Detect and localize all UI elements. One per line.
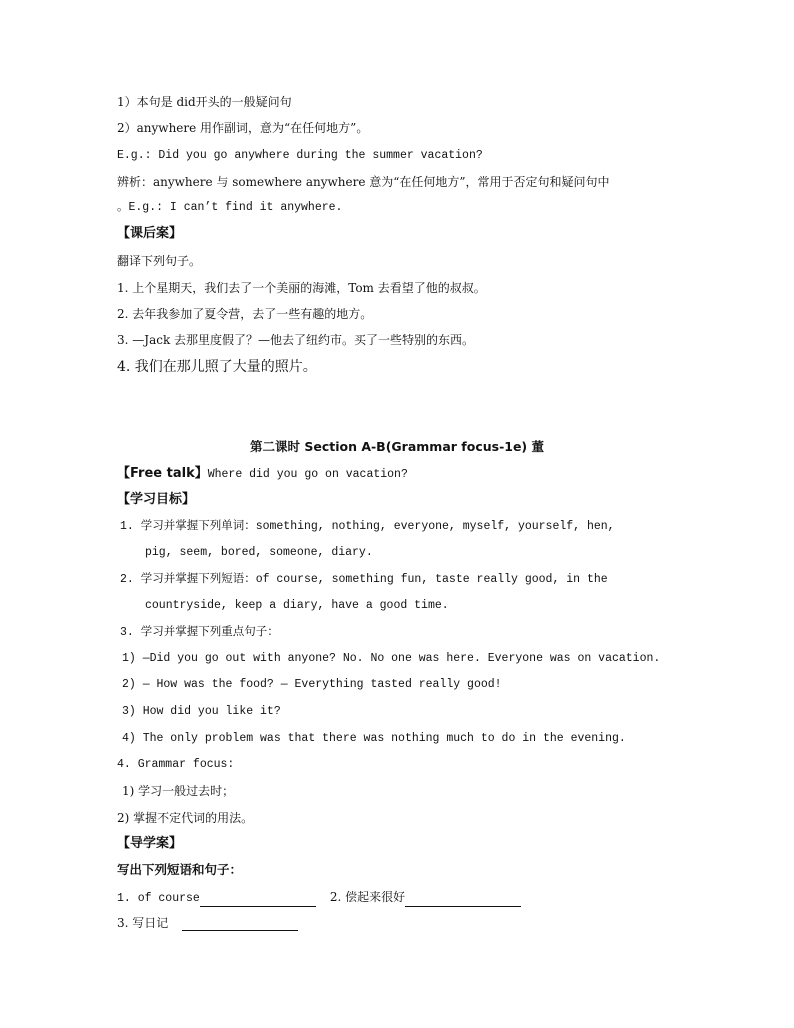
exercise-2-label: 2. 偿起来很好 xyxy=(329,890,406,904)
goal-1: 1. 学习并掌握下列单词：something, nothing, everyone, myself, yourself, hen, xyxy=(120,520,615,533)
goal-3: 3. 学习并掌握下列重点句子： xyxy=(120,626,279,639)
example-1: E.g.: Did you go anywhere during the summer vacation? xyxy=(117,149,483,162)
grammar-focus-2: 2) 掌握不定代词的用法。 xyxy=(117,811,254,825)
free-talk-text: Where did you go on vacation? xyxy=(207,468,408,481)
lesson-title: 第二课时 Section A-B(Grammar focus-1e) 董 xyxy=(249,439,544,454)
note-2: 2）anywhere 用作副词，意为“在任何地方”。 xyxy=(117,121,369,135)
goals-heading: 【学习目标】 xyxy=(117,492,196,507)
exercise-1-label: 1. of course xyxy=(117,892,200,905)
key-sentence: 1) —Did you go out with anyone? No. No one was here. Everyone was on vacation. xyxy=(122,652,661,665)
daoxue-heading: 【导学案】 xyxy=(117,836,183,851)
kehou-item: 2. 去年我参加了夏令营，去了一些有趣的地方。 xyxy=(117,307,373,321)
kehou-item: 4. 我们在那儿照了大量的照片。 xyxy=(117,359,317,375)
free-talk-label: 【Free talk】 xyxy=(117,466,208,481)
distinction-line-2: 。E.g.: I can’t find it anywhere. xyxy=(117,201,343,214)
kehou-item: 1. 上个星期天，我们去了一个美丽的海滩，Tom 去看望了他的叔叔。 xyxy=(117,281,486,295)
goal-2: 2. 学习并掌握下列短语：of course, something fun, taste really good, in the xyxy=(120,573,608,586)
answer-blank-1[interactable] xyxy=(200,894,316,907)
answer-blank-2[interactable] xyxy=(405,894,521,907)
exercise-row-1 xyxy=(117,889,521,907)
key-sentence: 4) The only problem was that there was nothing much to do in the evening. xyxy=(122,732,626,745)
free-talk xyxy=(117,465,408,483)
key-sentence: 2) — How was the food? — Everything tasted really good! xyxy=(122,678,502,691)
kehou-heading: 【课后案】 xyxy=(117,226,183,241)
note-1: 1）本句是 did开头的一般疑问句 xyxy=(117,95,292,109)
exercise-row-2 xyxy=(117,915,298,931)
answer-blank-3[interactable] xyxy=(182,918,298,931)
exercise-3-label: 3. 写日记 xyxy=(117,916,169,930)
kehou-item: 3. —Jack 去那里度假了？—他去了纽约市。买了一些特别的东西。 xyxy=(117,333,475,347)
daoxue-instruction: 写出下列短语和句子： xyxy=(117,862,243,877)
goal-4: 4. Grammar focus: xyxy=(117,758,235,771)
distinction-line-1: 辨析：anywhere 与 somewhere anywhere 意为“在任何地方”，常用于否定句和疑问句中 xyxy=(117,175,610,189)
key-sentence: 3) How did you like it? xyxy=(122,705,281,718)
goal-1-cont: pig, seem, bored, someone, diary. xyxy=(145,546,373,559)
grammar-focus-1: 1) 学习一般过去时； xyxy=(122,784,235,798)
goal-2-cont: countryside, keep a diary, have a good time. xyxy=(145,599,449,612)
kehou-instruction: 翻译下列句子。 xyxy=(117,254,202,268)
